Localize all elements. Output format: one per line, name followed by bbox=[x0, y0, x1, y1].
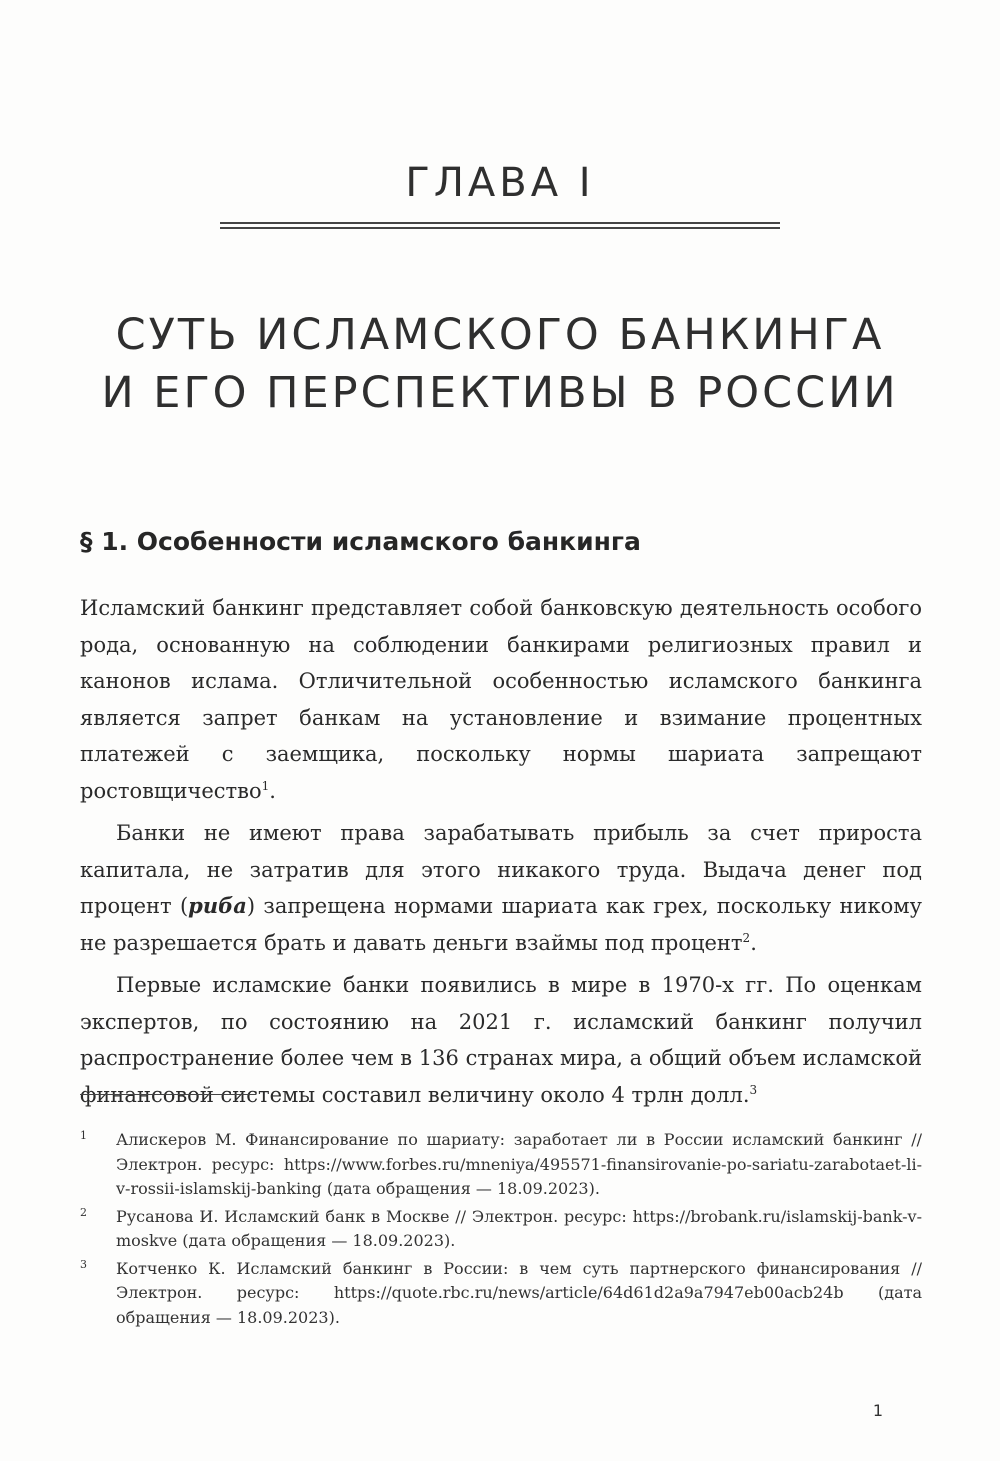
footnote-ref[interactable]: 3 bbox=[749, 1082, 758, 1097]
chapter-label: ГЛАВА I bbox=[405, 160, 595, 206]
footnote-text: Котченко К. Исламский банкинг в России: в чем суть партнерского финансирования // Электрон. ресурс: https://quote.rbc.ru/news/article/64d61d2a9a7947eb00acb24b (дата обращения — 18.09.2023). bbox=[116, 1258, 922, 1327]
chapter-title-line: СУТЬ ИСЛАМСКОГО БАНКИНГА bbox=[115, 310, 885, 360]
paragraph: Первые исламские банки появились в мире в 1970-х гг. По оценкам экспертов, по состоянию на 2021 г. исламский банкинг получил распространение более чем в 136 странах мира, а общий объем исламской финансовой системы составил величину около 4 трлн долл.$^3$ bbox=[80, 973, 922, 1107]
footnote-ref[interactable]: 1 bbox=[261, 778, 270, 793]
footnote-number: 3 bbox=[80, 1257, 87, 1271]
footnote-ref[interactable]: 2 bbox=[742, 930, 751, 945]
footnote-number: 1 bbox=[80, 1129, 87, 1142]
footnote bbox=[80, 1128, 922, 1202]
chapter-divider bbox=[220, 222, 780, 229]
chapter-title-line: И ЕГО ПЕРСПЕКТИВЫ В РОССИИ bbox=[101, 368, 899, 418]
footnote bbox=[80, 1257, 922, 1331]
paragraph: Банки не имеют права зарабатывать прибыль за счет прироста капитала, не затратив для этого никакого труда. Выдача денег под процент (риба) запрещена нормами шариата как грех, поскольку никому не разрешается брать и давать деньги взаймы под процент$^2$. bbox=[80, 821, 922, 955]
paragraph: Исламский банкинг представляет собой банковскую деятельность особого рода, основанную на соблюдении банкирами религиозных правил и канонов ислама. Отличительной особенностью исламского банкинга является запрет банкам на установление и взимание процентных платежей с заемщика, поскольку нормы шариата запрещают ростовщичество$^1$. bbox=[80, 596, 922, 803]
footnote-divider bbox=[80, 1094, 256, 1095]
footnote bbox=[80, 1205, 922, 1254]
footnote-text: Русанова И. Исламский банк в Москве // Электрон. ресурс: https://brobank.ru/islamskij-bank-v-moskve (дата обращения — 18.09.2023). bbox=[116, 1206, 922, 1250]
section-heading: § 1. Особенности исламского банкинга bbox=[80, 527, 641, 556]
footnotes bbox=[80, 1128, 922, 1333]
term-riba: риба bbox=[188, 893, 247, 918]
footnote-text: Алискеров М. Финансирование по шариату: заработает ли в России исламский банкинг // Электрон. ресурс: https://www.forbes.ru/mneniya/495571-finansirovanie-po-sariatu-zarabotaet-li-v-rossii-islamskij-banking (дата обращения — 18.09.2023). bbox=[116, 1130, 922, 1198]
page-number: 1 bbox=[872, 1401, 884, 1420]
body-text bbox=[80, 590, 922, 1119]
footnote-number: 2 bbox=[80, 1205, 87, 1219]
chapter-title bbox=[0, 306, 1000, 422]
